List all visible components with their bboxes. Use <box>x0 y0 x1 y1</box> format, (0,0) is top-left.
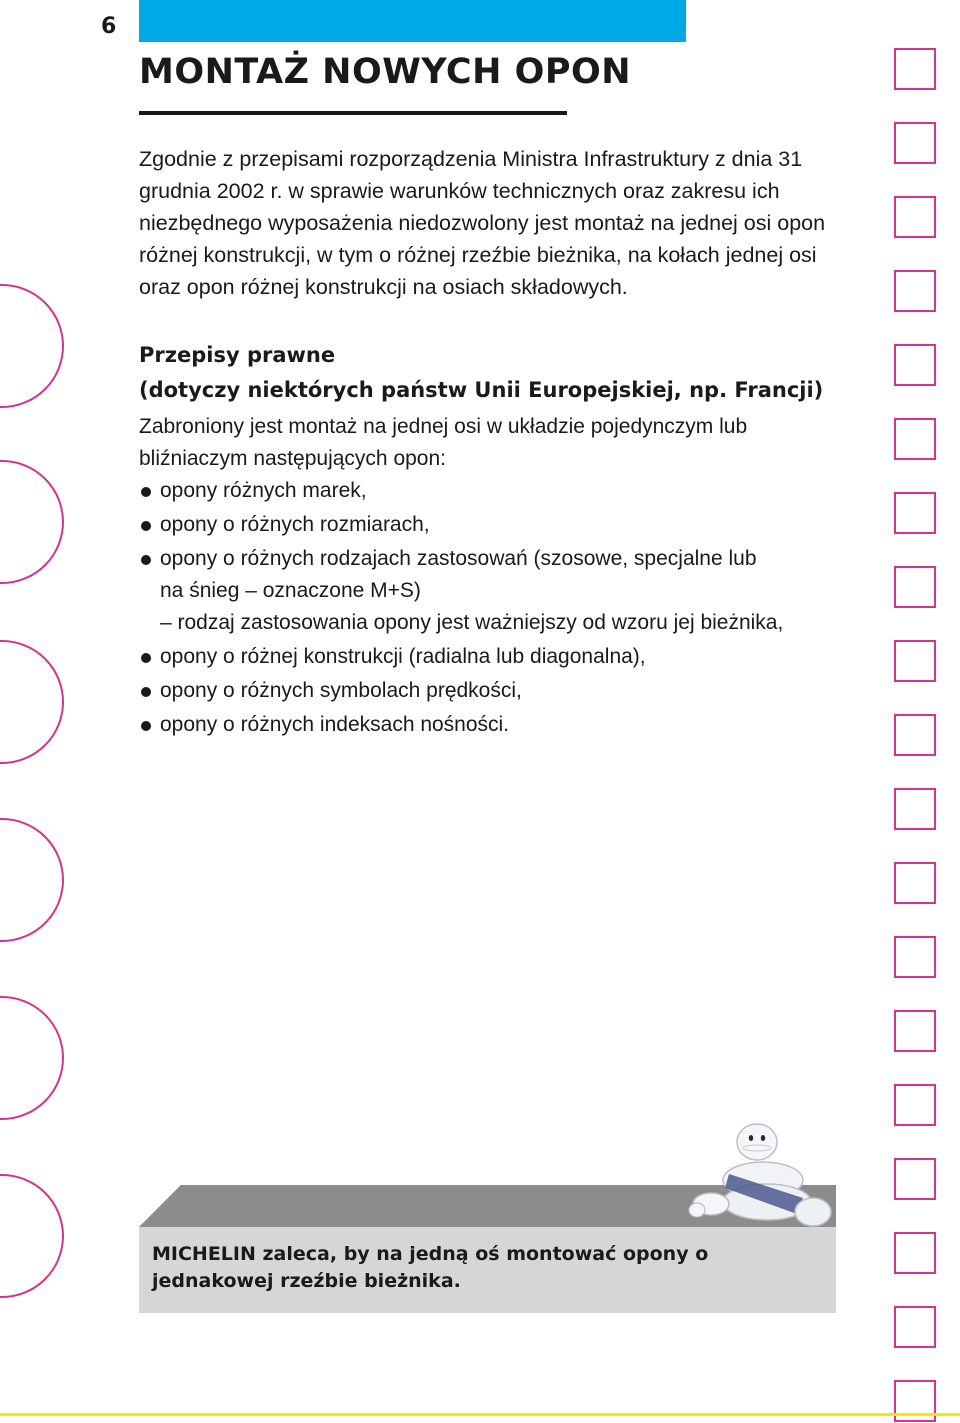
checkbox[interactable] <box>894 1010 936 1052</box>
checkbox[interactable] <box>894 936 936 978</box>
list-item: opony o różnych symbolach prędkości, <box>139 675 859 707</box>
bottom-accent-line <box>0 1413 960 1416</box>
list-item: opony o różnej konstrukcji (radialna lub diagonalna), <box>139 641 859 673</box>
checkbox[interactable] <box>894 344 936 386</box>
michelin-mascot-icon <box>685 1118 835 1233</box>
binder-hole <box>0 818 64 942</box>
checkbox[interactable] <box>894 48 936 90</box>
binder-hole <box>0 460 64 584</box>
checkbox[interactable] <box>894 418 936 460</box>
list-item-continuation: – rodzaj zastosowania opony jest ważniejszy od wzoru jej bieżnika, <box>160 611 784 634</box>
checkbox[interactable] <box>894 862 936 904</box>
checkbox[interactable] <box>894 788 936 830</box>
list-item: opony różnych marek, <box>139 475 859 507</box>
section-heading-line1: Przepisy prawne <box>139 343 336 367</box>
title-underline <box>139 111 567 115</box>
binder-hole <box>0 640 64 764</box>
checkbox[interactable] <box>894 1084 936 1126</box>
checkbox[interactable] <box>894 1306 936 1348</box>
list-item: opony o różnych rozmiarach, <box>139 509 859 541</box>
checkbox[interactable] <box>894 196 936 238</box>
binder-hole <box>0 1174 64 1298</box>
page-title: MONTAŻ NOWYCH OPON <box>139 52 632 92</box>
checkbox[interactable] <box>894 1158 936 1200</box>
intro-paragraph: Zgodnie z przepisami rozporządzenia Ministra Infrastruktury z dnia 31 grudnia 2002 r. w sprawie warunków technicznych oraz zakresu ich niezbędnego wyposażenia niedozwolony jest montaż na jednej osi opon różnej konstrukcji, w tym o różnej rzeźbie bieżnika, na kołach jednej osi oraz opon różnej konstrukcji na osiach składowych. <box>139 147 826 299</box>
checkbox[interactable] <box>894 1232 936 1274</box>
checkbox[interactable] <box>894 714 936 756</box>
tip-text: MICHELIN zaleca, by na jedną oś montować opony o jednakowej rzeźbie bieżnika. <box>152 1243 709 1292</box>
list-item: opony o różnych rodzajach zastosowań (szosowe, specjalne lub na śnieg – oznaczone M+S) – rodzaj zastosowania opony jest ważniejszy od wzoru jej bieżnika, <box>139 543 859 639</box>
section-heading <box>139 338 859 408</box>
checkbox[interactable] <box>894 270 936 312</box>
binder-hole <box>0 284 64 408</box>
list-item-continuation: na śnieg – oznaczone M+S) <box>160 579 421 602</box>
section-body: Zabroniony jest montaż na jednej osi w układzie pojedynczym lub bliźniaczym następujących opon: <box>139 415 748 470</box>
checkbox[interactable] <box>894 566 936 608</box>
header-accent-bar <box>139 0 686 42</box>
checkbox[interactable] <box>894 640 936 682</box>
bullet-list <box>139 475 859 743</box>
binder-hole <box>0 996 64 1120</box>
section-heading-line2: (dotyczy niektórych państw Unii Europejskiej, np. Francji) <box>139 378 824 402</box>
page-number: 6 <box>101 14 117 39</box>
checkbox[interactable] <box>894 122 936 164</box>
checkbox[interactable] <box>894 492 936 534</box>
list-item: opony o różnych indeksach nośności. <box>139 709 859 741</box>
